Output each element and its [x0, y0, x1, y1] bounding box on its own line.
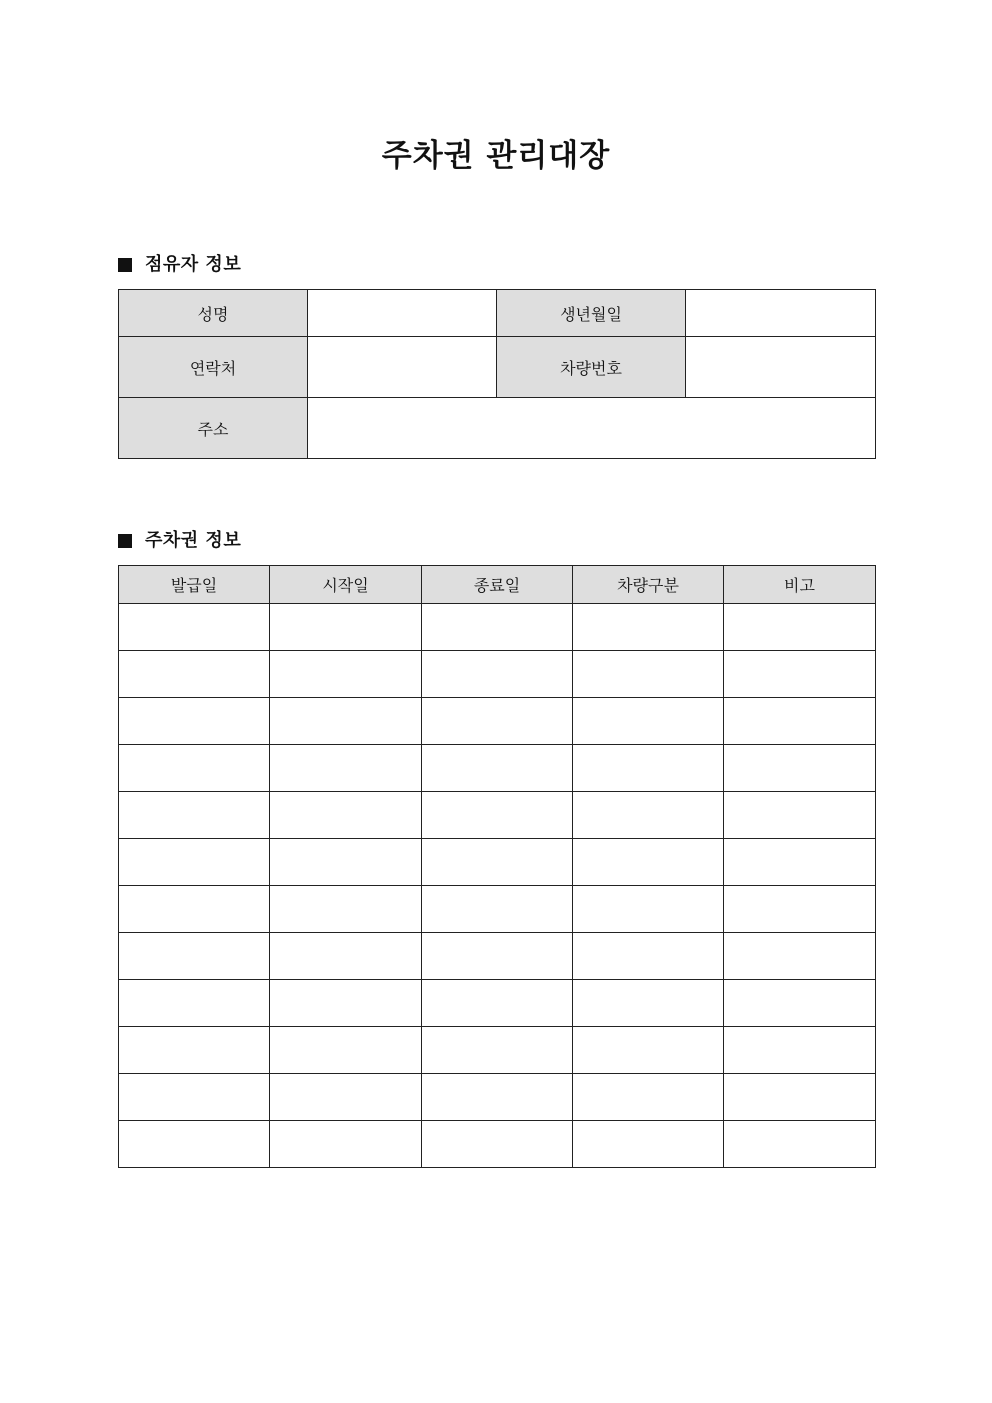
issue-date-cell[interactable]	[119, 1074, 270, 1121]
end-date-cell[interactable]	[422, 980, 573, 1027]
occupant-info-table	[118, 289, 876, 459]
column-header-start-date: 시작일	[270, 566, 422, 604]
contact-field[interactable]	[308, 337, 497, 398]
end-date-cell[interactable]	[422, 792, 573, 839]
column-header-end-date: 종료일	[422, 566, 573, 604]
remarks-cell[interactable]	[724, 933, 876, 980]
remarks-cell[interactable]	[724, 839, 876, 886]
end-date-cell[interactable]	[422, 1121, 573, 1168]
table-row	[119, 651, 876, 698]
square-bullet-icon	[118, 258, 132, 272]
remarks-cell[interactable]	[724, 1121, 876, 1168]
address-label: 주소	[119, 398, 308, 459]
occupant-section-title: 점유자 정보	[145, 254, 242, 275]
address-field[interactable]	[308, 398, 876, 459]
vehicle-number-label: 차량번호	[497, 337, 686, 398]
table-row	[119, 886, 876, 933]
vehicle-number-field[interactable]	[686, 337, 876, 398]
issue-date-cell[interactable]	[119, 745, 270, 792]
column-header-issue-date: 발급일	[119, 566, 270, 604]
occupant-row-contact	[119, 337, 876, 398]
issue-date-cell[interactable]	[119, 933, 270, 980]
start-date-cell[interactable]	[270, 604, 422, 651]
contact-label: 연락처	[119, 337, 308, 398]
start-date-cell[interactable]	[270, 651, 422, 698]
vehicle-type-cell[interactable]	[573, 745, 724, 792]
start-date-cell[interactable]	[270, 1074, 422, 1121]
issue-date-cell[interactable]	[119, 651, 270, 698]
table-row	[119, 1074, 876, 1121]
vehicle-type-cell[interactable]	[573, 1027, 724, 1074]
column-header-vehicle-type: 차량구분	[573, 566, 724, 604]
table-row	[119, 1121, 876, 1168]
end-date-cell[interactable]	[422, 1027, 573, 1074]
start-date-cell[interactable]	[270, 886, 422, 933]
end-date-cell[interactable]	[422, 933, 573, 980]
start-date-cell[interactable]	[270, 839, 422, 886]
vehicle-type-cell[interactable]	[573, 698, 724, 745]
table-row	[119, 839, 876, 886]
table-row	[119, 745, 876, 792]
birthdate-field[interactable]	[686, 290, 876, 337]
issue-date-cell[interactable]	[119, 886, 270, 933]
end-date-cell[interactable]	[422, 839, 573, 886]
birthdate-label: 생년월일	[497, 290, 686, 337]
remarks-cell[interactable]	[724, 1074, 876, 1121]
remarks-cell[interactable]	[724, 604, 876, 651]
end-date-cell[interactable]	[422, 604, 573, 651]
ticket-table-body	[119, 604, 876, 1168]
table-row	[119, 698, 876, 745]
end-date-cell[interactable]	[422, 698, 573, 745]
start-date-cell[interactable]	[270, 1121, 422, 1168]
vehicle-type-cell[interactable]	[573, 839, 724, 886]
ticket-section-heading	[118, 528, 241, 554]
remarks-cell[interactable]	[724, 745, 876, 792]
ticket-section-title: 주차권 정보	[145, 530, 242, 551]
vehicle-type-cell[interactable]	[573, 792, 724, 839]
remarks-cell[interactable]	[724, 792, 876, 839]
issue-date-cell[interactable]	[119, 1121, 270, 1168]
vehicle-type-cell[interactable]	[573, 980, 724, 1027]
remarks-cell[interactable]	[724, 651, 876, 698]
remarks-cell[interactable]	[724, 1027, 876, 1074]
vehicle-type-cell[interactable]	[573, 1074, 724, 1121]
issue-date-cell[interactable]	[119, 980, 270, 1027]
start-date-cell[interactable]	[270, 1027, 422, 1074]
start-date-cell[interactable]	[270, 745, 422, 792]
issue-date-cell[interactable]	[119, 698, 270, 745]
table-row	[119, 980, 876, 1027]
square-bullet-icon	[118, 534, 132, 548]
vehicle-type-cell[interactable]	[573, 604, 724, 651]
ticket-table-header-row	[119, 566, 876, 604]
table-row	[119, 933, 876, 980]
table-row	[119, 792, 876, 839]
vehicle-type-cell[interactable]	[573, 886, 724, 933]
vehicle-type-cell[interactable]	[573, 933, 724, 980]
occupant-row-address	[119, 398, 876, 459]
end-date-cell[interactable]	[422, 745, 573, 792]
issue-date-cell[interactable]	[119, 1027, 270, 1074]
table-row	[119, 1027, 876, 1074]
start-date-cell[interactable]	[270, 980, 422, 1027]
name-label: 성명	[119, 290, 308, 337]
occupant-row-name	[119, 290, 876, 337]
occupant-section-heading	[118, 252, 241, 278]
remarks-cell[interactable]	[724, 886, 876, 933]
vehicle-type-cell[interactable]	[573, 651, 724, 698]
table-row	[119, 604, 876, 651]
end-date-cell[interactable]	[422, 651, 573, 698]
page-title: 주차권 관리대장	[381, 138, 611, 174]
issue-date-cell[interactable]	[119, 792, 270, 839]
start-date-cell[interactable]	[270, 698, 422, 745]
start-date-cell[interactable]	[270, 792, 422, 839]
remarks-cell[interactable]	[724, 698, 876, 745]
column-header-remarks: 비고	[724, 566, 876, 604]
vehicle-type-cell[interactable]	[573, 1121, 724, 1168]
name-field[interactable]	[308, 290, 497, 337]
end-date-cell[interactable]	[422, 1074, 573, 1121]
start-date-cell[interactable]	[270, 933, 422, 980]
issue-date-cell[interactable]	[119, 604, 270, 651]
issue-date-cell[interactable]	[119, 839, 270, 886]
end-date-cell[interactable]	[422, 886, 573, 933]
remarks-cell[interactable]	[724, 980, 876, 1027]
parking-ticket-table	[118, 565, 876, 1168]
